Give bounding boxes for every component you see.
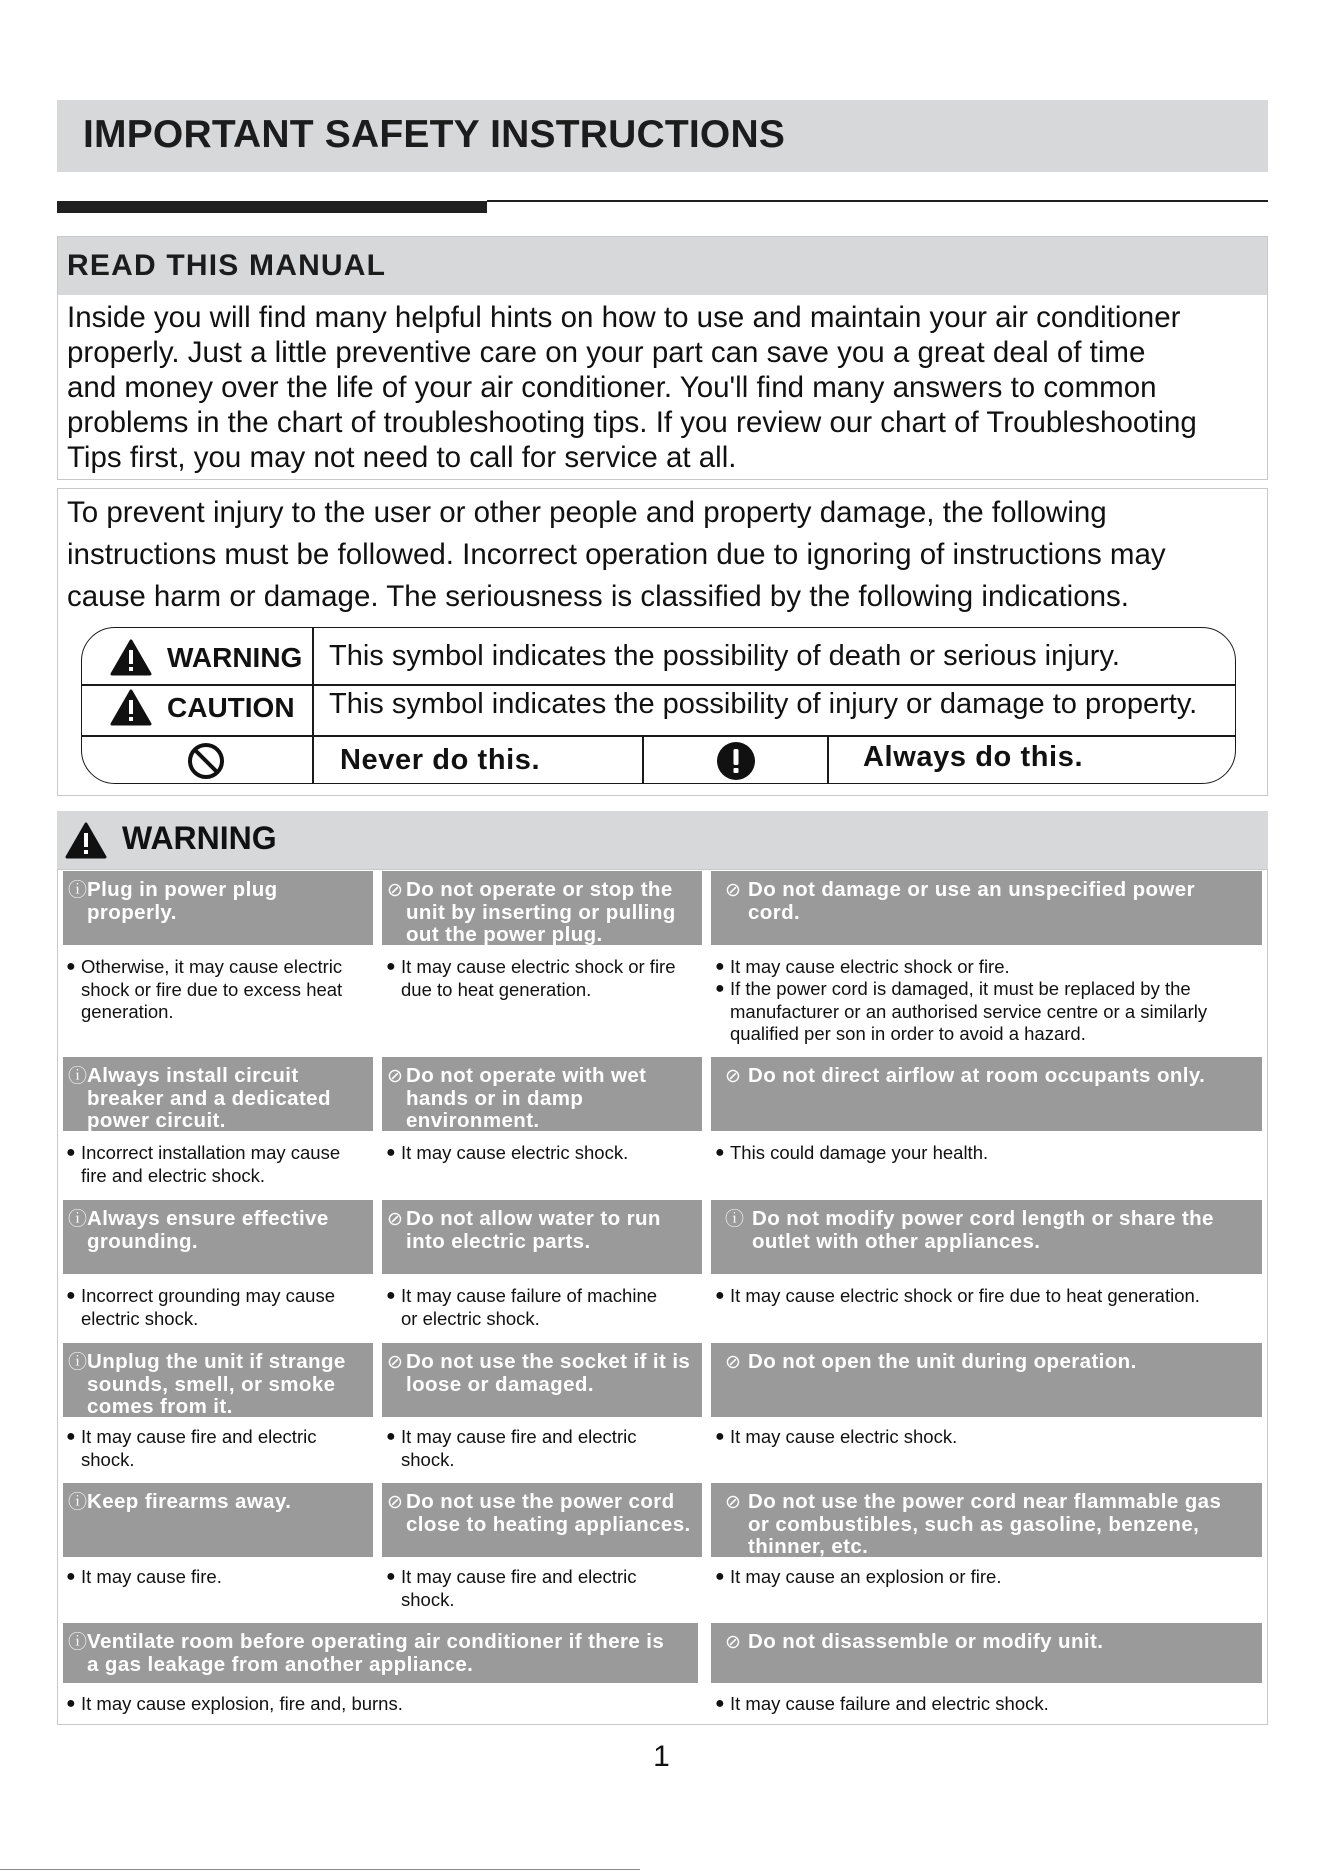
- prohibited-icon: [187, 742, 225, 780]
- instruction-header: ⓘ Always install circuit breaker and a dedicated power circuit.: [63, 1057, 373, 1131]
- warning-description: This symbol indicates the possibility of death or serious injury.: [329, 640, 1120, 672]
- warning-label: WARNING: [167, 642, 303, 673]
- prohibited-icon: ⊘: [387, 1066, 404, 1087]
- mandatory-icon: ⓘ: [68, 1352, 88, 1373]
- symbol-legend: [81, 627, 1236, 784]
- prohibited-icon: ⊘: [725, 1632, 742, 1653]
- prevention-line: instructions must be followed. Incorrect operation due to ignoring of instructions may: [67, 538, 1166, 571]
- instruction-note: ● It may cause electric shock or fire.: [715, 956, 1010, 977]
- caution-label: CAUTION: [167, 692, 295, 723]
- instruction-header: ⓘ Do not modify power cord length or share the outlet with other appliances.: [711, 1200, 1262, 1274]
- read-manual-line: Tips first, you may not need to call for service at all.: [67, 441, 737, 474]
- legend-divider: [82, 735, 1236, 737]
- bullet-icon: ●: [386, 1287, 396, 1304]
- bullet-icon: ●: [386, 1144, 396, 1161]
- always-do-this: Always do this.: [863, 741, 1084, 773]
- mandatory-icon: ⓘ: [68, 1632, 88, 1653]
- prohibited-icon: ⊘: [387, 1352, 404, 1373]
- instruction-note: ● It may cause fire and electric shock.: [386, 1426, 637, 1470]
- bullet-icon: ●: [66, 1695, 76, 1712]
- bullet-icon: ●: [386, 958, 396, 975]
- instruction-note: ● If the power cord is damaged, it must be replaced by the manufacturer or an authorised service centre or a similarly qualified per son in order to avoid a hazard.: [715, 978, 1208, 1044]
- warning-triangle-icon: [65, 822, 107, 859]
- instruction-header: ⊘ Do not allow water to run into electric parts.: [382, 1200, 702, 1274]
- instruction-note: ● It may cause fire and electric shock.: [66, 1426, 317, 1470]
- instruction-note: ● It may cause failure and electric shock.: [715, 1693, 1049, 1714]
- bullet-icon: ●: [386, 1428, 396, 1445]
- instruction-note: ● It may cause electric shock or fire due to heat generation.: [386, 956, 676, 1000]
- bullet-icon: ●: [66, 1144, 76, 1161]
- warning-section-title: WARNING: [122, 820, 277, 856]
- title-rule-thick: [57, 201, 487, 213]
- caution-triangle-icon: [110, 689, 152, 726]
- prohibited-icon: ⊘: [725, 880, 742, 901]
- instruction-note: ● This could damage your health.: [715, 1142, 989, 1163]
- read-manual-line: properly. Just a little preventive care on your part can save you a great deal of time: [67, 336, 1146, 369]
- instruction-note: ● It may cause fire and electric shock.: [386, 1566, 637, 1610]
- warning-triangle-icon: [110, 639, 152, 676]
- bullet-icon: ●: [715, 1287, 725, 1304]
- instruction-header: ⓘ Unplug the unit if strange sounds, smell, or smoke comes from it.: [63, 1343, 373, 1417]
- bottom-rule: [0, 1869, 640, 1870]
- instruction-header: ⊘ Do not use the power cord near flammable gas or combustibles, such as gasoline, benzene, thinner, etc.: [711, 1483, 1262, 1557]
- instruction-note: ● It may cause failure of machine or electric shock.: [386, 1285, 658, 1329]
- instruction-header: ⊘ Do not operate or stop the unit by inserting or pulling out the power plug.: [382, 871, 702, 945]
- legend-divider: [312, 628, 314, 784]
- instruction-note: ● It may cause electric shock.: [386, 1142, 629, 1163]
- instruction-header: ⊘ Do not use the socket if it is loose or damaged.: [382, 1343, 702, 1417]
- bullet-icon: ●: [715, 958, 725, 975]
- instruction-note: ● It may cause explosion, fire and, burns.: [66, 1693, 403, 1714]
- prohibited-icon: ⊘: [387, 880, 404, 901]
- instruction-note: ● Incorrect grounding may cause electric shock.: [66, 1285, 335, 1329]
- prevention-line: To prevent injury to the user or other people and property damage, the following: [67, 496, 1107, 529]
- instruction-header: ⓘ Always ensure effective grounding.: [63, 1200, 373, 1274]
- instruction-header: ⓘ Plug in power plug properly.: [63, 871, 373, 945]
- bullet-icon: ●: [715, 1568, 725, 1585]
- prohibited-icon: ⊘: [725, 1352, 742, 1373]
- page-number: 1: [653, 1740, 670, 1773]
- bullet-icon: ●: [66, 1287, 76, 1304]
- instruction-note: ● It may cause an explosion or fire.: [715, 1566, 1002, 1587]
- instruction-header: ⊘ Do not use the power cord close to heating appliances.: [382, 1483, 702, 1557]
- instruction-header: ⊘ Do not operate with wet hands or in damp environment.: [382, 1057, 702, 1131]
- bullet-icon: ●: [66, 958, 76, 975]
- never-do-this: Never do this.: [340, 744, 541, 776]
- instruction-header: ⊘ Do not open the unit during operation.: [711, 1343, 1262, 1417]
- read-manual-heading: READ THIS MANUAL: [67, 249, 387, 282]
- read-manual-text: [67, 300, 1257, 475]
- bullet-icon: ●: [386, 1568, 396, 1585]
- read-manual-line: problems in the chart of troubleshooting tips. If you review our chart of Troubleshooting: [67, 406, 1197, 439]
- mandatory-icon: ⓘ: [68, 880, 88, 901]
- instruction-note: ● It may cause electric shock or fire due to heat generation.: [715, 1285, 1200, 1306]
- title-rule-thin: [487, 200, 1268, 202]
- legend-divider: [642, 735, 644, 784]
- mandatory-icon: ⓘ: [68, 1066, 88, 1087]
- mandatory-icon: ⓘ: [68, 1209, 88, 1230]
- legend-divider: [82, 684, 1236, 686]
- read-manual-line: and money over the life of your air conditioner. You'll find many answers to common: [67, 371, 1157, 404]
- bullet-icon: ●: [715, 1144, 725, 1161]
- instruction-note: ● Incorrect installation may cause fire and electric shock.: [66, 1142, 341, 1186]
- prevention-text: [67, 492, 1257, 618]
- instruction-header: ⊘ Do not damage or use an unspecified power cord.: [711, 871, 1262, 945]
- instruction-note: ● It may cause electric shock.: [715, 1426, 958, 1447]
- mandatory-icon: [716, 741, 756, 781]
- caution-description: This symbol indicates the possibility of injury or damage to property.: [329, 688, 1198, 720]
- instruction-note: ● Otherwise, it may cause electric shock or fire due to excess heat generation.: [66, 956, 343, 1022]
- prohibited-icon: ⊘: [387, 1492, 404, 1513]
- bullet-icon: ●: [715, 1695, 725, 1712]
- mandatory-icon: ⓘ: [725, 1209, 745, 1230]
- instruction-header: ⓘ Keep firearms away.: [63, 1483, 373, 1557]
- instruction-header: ⊘ Do not disassemble or modify unit.: [711, 1623, 1262, 1683]
- bullet-icon: ●: [66, 1428, 76, 1445]
- page-title: IMPORTANT SAFETY INSTRUCTIONS: [83, 113, 786, 156]
- legend-divider: [827, 735, 829, 784]
- prohibited-icon: ⊘: [387, 1209, 404, 1230]
- prohibited-icon: ⊘: [725, 1066, 742, 1087]
- instruction-header: ⊘ Do not direct airflow at room occupants only.: [711, 1057, 1262, 1131]
- mandatory-icon: ⓘ: [68, 1492, 88, 1513]
- bullet-icon: ●: [715, 1428, 725, 1445]
- prohibited-icon: ⊘: [725, 1492, 742, 1513]
- bullet-icon: ●: [715, 980, 725, 997]
- instruction-header: ⓘ Ventilate room before operating air conditioner if there is a gas leakage from another appliance.: [63, 1623, 698, 1683]
- bullet-icon: ●: [66, 1568, 76, 1585]
- prevention-line: cause harm or damage. The seriousness is classified by the following indications.: [67, 580, 1129, 613]
- read-manual-line: Inside you will find many helpful hints on how to use and maintain your air conditioner: [67, 301, 1181, 334]
- instruction-note: ● It may cause fire.: [66, 1566, 222, 1587]
